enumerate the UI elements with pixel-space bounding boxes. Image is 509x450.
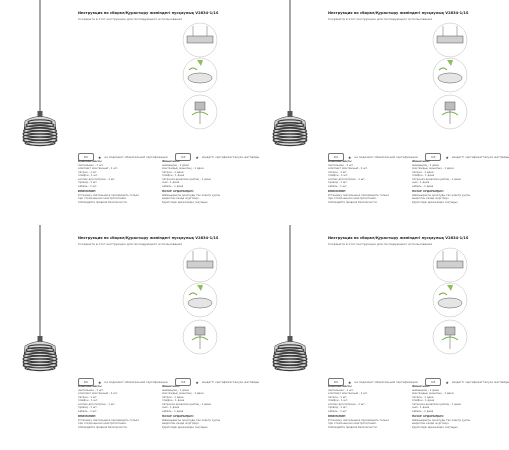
list-item: плафон - 1 шт. [328, 174, 349, 177]
note-line: Қауіпсіздік ережелерін сақтаңыз. [412, 425, 459, 429]
sheet-title: Инструкция по сборке/Құрастыру жөніндегі нұсқаулық V2834-1/1S [328, 236, 469, 240]
list-item: патронға арналған қалпақ - 1 дана [412, 402, 461, 406]
certification-right-text: міндетті сертификатталуға жатпайды [451, 380, 509, 384]
list-item: патрон - 1 дана [162, 395, 184, 399]
pendant-lamp-illustration [250, 225, 330, 450]
right-column [162, 160, 238, 204]
star-icon: ★ [195, 154, 199, 160]
list-item: комплект монтажный - 1 шт. [328, 392, 368, 395]
list-item: плафон - 1 дана [412, 174, 435, 177]
sheet-title: Инструкция по сборке/Құрастыру жөніндегі нұсқаулық V2834-1/1S [78, 11, 219, 15]
list-item: плафон - 1 шт. [328, 399, 349, 402]
list-item: светильник - 1 шт. [78, 388, 104, 392]
kz-badge: KZ [425, 378, 441, 386]
list-item: колпак для патрона - 1 шт. [328, 402, 366, 406]
star-icon: ★ [347, 379, 352, 385]
left-column-head: Комплектность: [328, 385, 353, 388]
list-item: комплект монтажный - 1 шт. [78, 167, 118, 170]
note-line: Установку светильника производить только [328, 418, 390, 422]
list-item: комплект монтажный - 1 шт. [78, 392, 118, 395]
list-item: кабель - 1 дана [412, 184, 434, 188]
list-item: патрон - 1 дана [412, 170, 434, 174]
list-item: сым - 1 дана [412, 181, 430, 184]
star-icon: ★ [195, 379, 199, 385]
list-item: шамшырақ - 1 дана [162, 388, 189, 392]
note-line: Қауіпсіздік ережелерін сақтаңыз. [162, 200, 209, 204]
left-column [328, 160, 404, 204]
left-column [328, 385, 404, 429]
star-icon: ★ [97, 379, 102, 385]
list-item: светильник - 1 шт. [78, 163, 104, 167]
sheet-subtitle: Сохраните в этот инструкцию для последующего использования [78, 242, 183, 246]
instruction-sheet [0, 0, 260, 225]
list-item: провод - 1 шт. [78, 406, 98, 409]
list-item: патронға арналған қалпақ - 1 дана [162, 402, 211, 406]
note-line: Соблюдайте правила безопасности. [78, 425, 128, 429]
right-column [162, 385, 238, 429]
list-item: плафон - 1 шт. [78, 174, 99, 177]
list-item: монтаждық жиынтық - 1 дана [412, 392, 454, 395]
list-item: патрон - 1 шт. [328, 395, 348, 399]
list-item: сым - 1 дана [412, 406, 430, 409]
list-item: сым - 1 дана [162, 406, 180, 409]
kz-badge: KZ [425, 153, 441, 161]
note-line: Установку светильника производить только [78, 193, 140, 197]
list-item: патронға арналған қалпақ - 1 дана [412, 177, 461, 181]
note-line: өшірілген кезде жүргізіңіз. [412, 422, 450, 425]
assembly-diagram [425, 20, 475, 130]
list-item: колпак для патрона - 1 шт. [78, 402, 116, 406]
note-line: Соблюдайте правила безопасности. [328, 200, 378, 204]
certification-left-text: не подлежит обязательной сертификации [354, 380, 418, 384]
note-line: Шамшырақты орнатуды тек электр қуаты [162, 193, 221, 197]
right-notes-head: НАЗАР АУДАРЫҢЫЗ: [162, 415, 194, 418]
left-column-head: Комплектность: [78, 160, 103, 163]
note-line: Қауіпсіздік ережелерін сақтаңыз. [412, 200, 459, 204]
note-line: при отключенном электропитании. [78, 422, 127, 425]
list-item: монтаждық жиынтық - 1 дана [162, 167, 204, 170]
left-notes-head: ВНИМАНИЕ: [328, 190, 347, 193]
certification-right-text: міндетті сертификатталуға жатпайды [201, 380, 260, 384]
list-item: кабель - 1 шт. [78, 184, 98, 188]
right-column [412, 385, 488, 429]
assembly-diagram [175, 20, 225, 130]
sheet-subtitle: Сохраните в этот инструкцию для последующего использования [328, 242, 433, 246]
sheet-title: Инструкция по сборке/Құрастыру жөніндегі нұсқаулық V2834-1/1S [78, 236, 219, 240]
list-item: провод - 1 шт. [78, 181, 98, 184]
right-column-head: Жиынтығы: [412, 160, 430, 163]
left-column-head: Комплектность: [328, 160, 353, 163]
pendant-lamp-illustration [250, 0, 330, 225]
star-icon: ★ [445, 154, 449, 160]
note-line: Шамшырақты орнатуды тек электр қуаты [412, 193, 471, 197]
star-icon: ★ [347, 154, 352, 160]
star-icon: ★ [97, 154, 102, 160]
left-column [78, 385, 154, 429]
note-line: Шамшырақты орнатуды тек электр қуаты [412, 418, 471, 422]
list-item: патрон - 1 дана [412, 395, 434, 399]
instruction-sheet [250, 0, 509, 225]
list-item: монтаждық жиынтық - 1 дана [412, 167, 454, 170]
note-line: өшірілген кезде жүргізіңіз. [162, 197, 200, 200]
pendant-lamp-illustration [0, 225, 80, 450]
right-notes-head: НАЗАР АУДАРЫҢЫЗ: [412, 190, 444, 193]
list-item: шамшырақ - 1 дана [412, 388, 439, 392]
list-item: кабель - 1 дана [412, 409, 434, 413]
right-column-head: Жиынтығы: [162, 385, 180, 388]
note-line: өшірілген кезде жүргізіңіз. [162, 422, 200, 425]
list-item: кабель - 1 шт. [78, 409, 98, 413]
certification-left-text: не подлежит обязательной сертификации [104, 380, 168, 384]
list-item: монтаждық жиынтық - 1 дана [162, 392, 204, 395]
right-column [412, 160, 488, 204]
list-item: колпак для патрона - 1 шт. [78, 177, 116, 181]
left-notes-head: ВНИМАНИЕ: [78, 415, 97, 418]
ru-badge: RU [78, 378, 94, 386]
note-line: Установку светильника производить только [328, 193, 390, 197]
instruction-sheet [0, 225, 260, 450]
left-column [78, 160, 154, 204]
note-line: Соблюдайте правила безопасности. [328, 425, 378, 429]
list-item: провод - 1 шт. [328, 181, 348, 184]
kz-badge: KZ [175, 378, 191, 386]
list-item: плафон - 1 шт. [78, 399, 99, 402]
note-line: Шамшырақты орнатуды тек электр қуаты [162, 418, 221, 422]
sheet-title: Инструкция по сборке/Құрастыру жөніндегі нұсқаулық V2834-1/1S [328, 11, 469, 15]
list-item: кабель - 1 шт. [328, 409, 348, 413]
star-icon: ★ [445, 379, 449, 385]
list-item: плафон - 1 дана [162, 174, 185, 177]
list-item: патрон - 1 шт. [328, 170, 348, 174]
list-item: патронға арналған қалпақ - 1 дана [162, 177, 211, 181]
note-line: өшірілген кезде жүргізіңіз. [412, 197, 450, 200]
list-item: сым - 1 дана [162, 181, 180, 184]
list-item: патрон - 1 дана [162, 170, 184, 174]
ru-badge: RU [78, 153, 94, 161]
note-line: при отключенном электропитании. [328, 197, 377, 200]
sheet-subtitle: Сохраните в этот инструкцию для последующего использования [328, 17, 433, 21]
list-item: комплект монтажный - 1 шт. [328, 167, 368, 170]
list-item: светильник - 1 шт. [328, 163, 354, 167]
list-item: кабель - 1 дана [162, 409, 184, 413]
right-column-head: Жиынтығы: [162, 160, 180, 163]
note-line: при отключенном электропитании. [78, 197, 127, 200]
list-item: провод - 1 шт. [328, 406, 348, 409]
list-item: плафон - 1 дана [412, 399, 435, 402]
sheet-subtitle: Сохраните в этот инструкцию для последующего использования [78, 17, 183, 21]
list-item: плафон - 1 дана [162, 399, 185, 402]
note-line: Қауіпсіздік ережелерін сақтаңыз. [162, 425, 209, 429]
left-notes-head: ВНИМАНИЕ: [328, 415, 347, 418]
list-item: светильник - 1 шт. [328, 388, 354, 392]
ru-badge: RU [328, 153, 344, 161]
note-line: при отключенном электропитании. [328, 422, 377, 425]
list-item: шамшырақ - 1 дана [412, 163, 439, 167]
assembly-diagram [425, 245, 475, 355]
note-line: Установку светильника производить только [78, 418, 140, 422]
certification-right-text: міндетті сертификатталуға жатпайды [201, 155, 260, 159]
certification-right-text: міндетті сертификатталуға жатпайды [451, 155, 509, 159]
list-item: патрон - 1 шт. [78, 395, 98, 399]
certification-left-text: не подлежит обязательной сертификации [104, 155, 168, 159]
left-notes-head: ВНИМАНИЕ: [78, 190, 97, 193]
list-item: кабель - 1 шт. [328, 184, 348, 188]
right-notes-head: НАЗАР АУДАРЫҢЫЗ: [162, 190, 194, 193]
instruction-sheet [250, 225, 509, 450]
list-item: шамшырақ - 1 дана [162, 163, 189, 167]
kz-badge: KZ [175, 153, 191, 161]
assembly-diagram [175, 245, 225, 355]
list-item: патрон - 1 шт. [78, 170, 98, 174]
pendant-lamp-illustration [0, 0, 80, 225]
left-column-head: Комплектность: [78, 385, 103, 388]
note-line: Соблюдайте правила безопасности. [78, 200, 128, 204]
ru-badge: RU [328, 378, 344, 386]
list-item: кабель - 1 дана [162, 184, 184, 188]
right-column-head: Жиынтығы: [412, 385, 430, 388]
certification-left-text: не подлежит обязательной сертификации [354, 155, 418, 159]
list-item: колпак для патрона - 1 шт. [328, 177, 366, 181]
right-notes-head: НАЗАР АУДАРЫҢЫЗ: [412, 415, 444, 418]
